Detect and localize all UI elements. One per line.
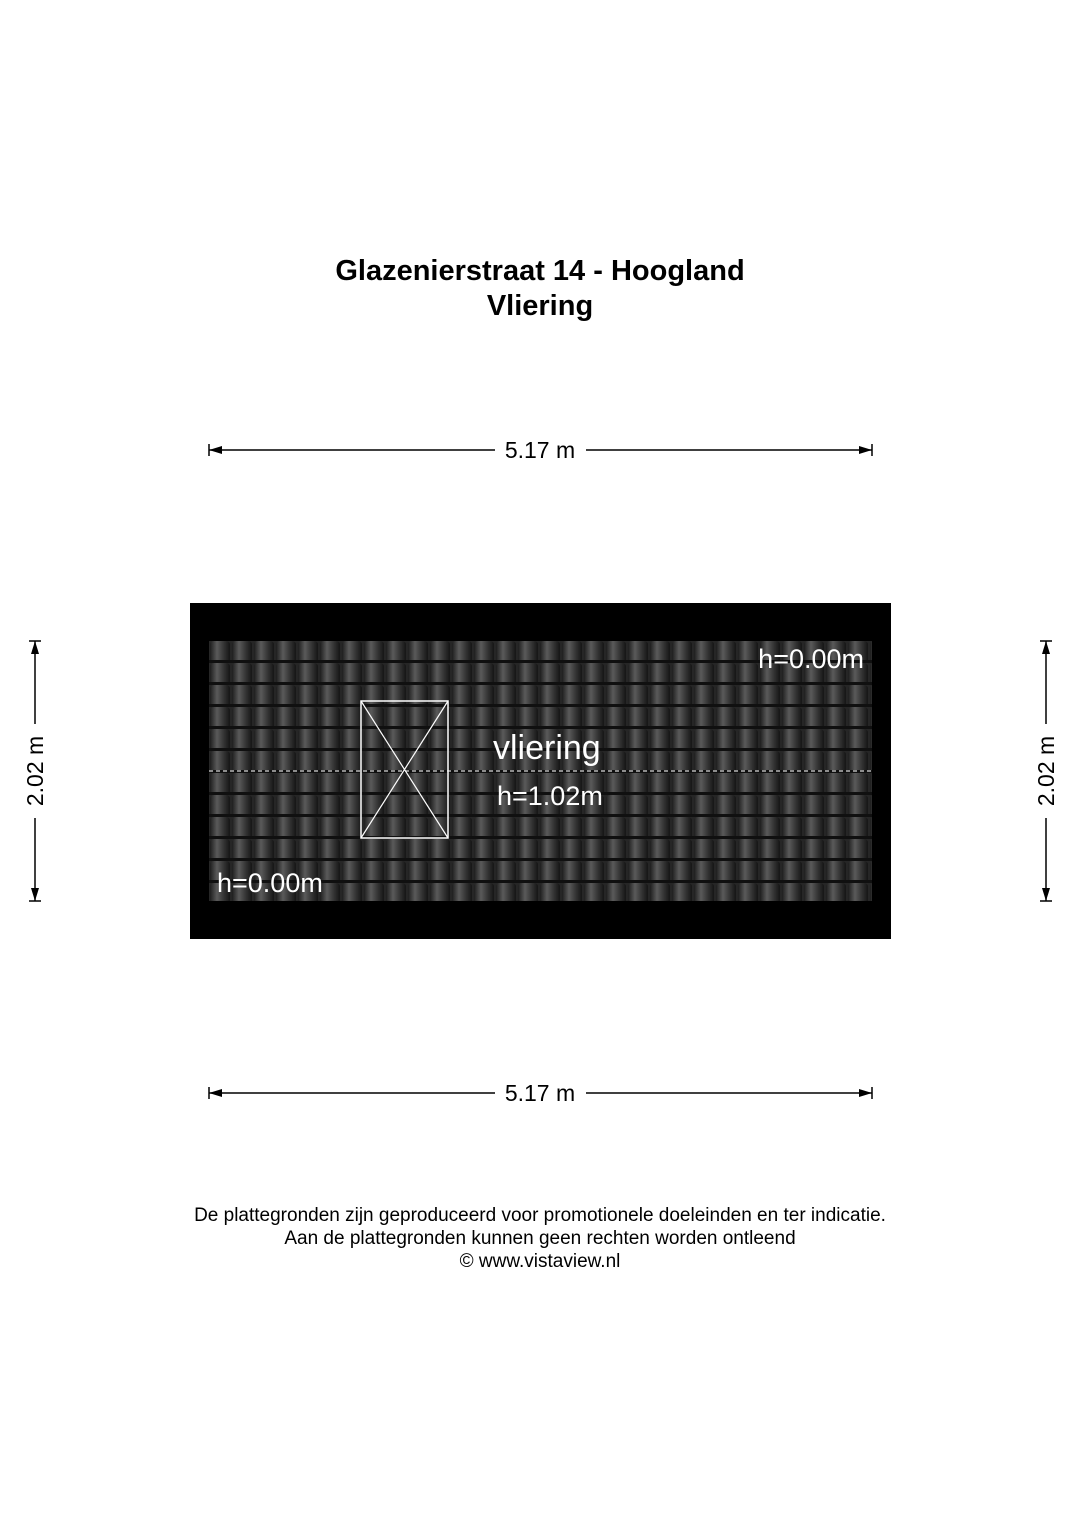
copyright-line: © www.vistaview.nl bbox=[459, 1251, 621, 1272]
floor-title: Vliering bbox=[486, 290, 594, 322]
disclaimer-line-2: Aan de plattegronden kunnen geen rechten worden ontleend bbox=[284, 1228, 796, 1249]
disclaimer-line-1: De plattegronden zijn geproduceerd voor promotionele doeleinden en ter indicatie. bbox=[194, 1205, 886, 1226]
right-depth-label: 2.02 m bbox=[1033, 735, 1059, 807]
left-depth-label: 2.02 m bbox=[22, 735, 48, 807]
eave-height-bottom-label: h=0.00m bbox=[217, 868, 323, 898]
room-name: vliering bbox=[493, 729, 601, 767]
eave-height-top-label: h=0.00m bbox=[758, 644, 864, 674]
left-dimension bbox=[22, 641, 48, 901]
top-dimension bbox=[209, 437, 872, 463]
bottom-dimension bbox=[209, 1080, 872, 1106]
ridge-height-label: h=1.02m bbox=[497, 781, 603, 811]
page-title: Glazenierstraat 14 - Hoogland bbox=[335, 255, 745, 287]
top-width-label: 5.17 m bbox=[504, 437, 576, 463]
bottom-width-label: 5.17 m bbox=[504, 1080, 576, 1106]
right-dimension bbox=[1033, 641, 1059, 901]
